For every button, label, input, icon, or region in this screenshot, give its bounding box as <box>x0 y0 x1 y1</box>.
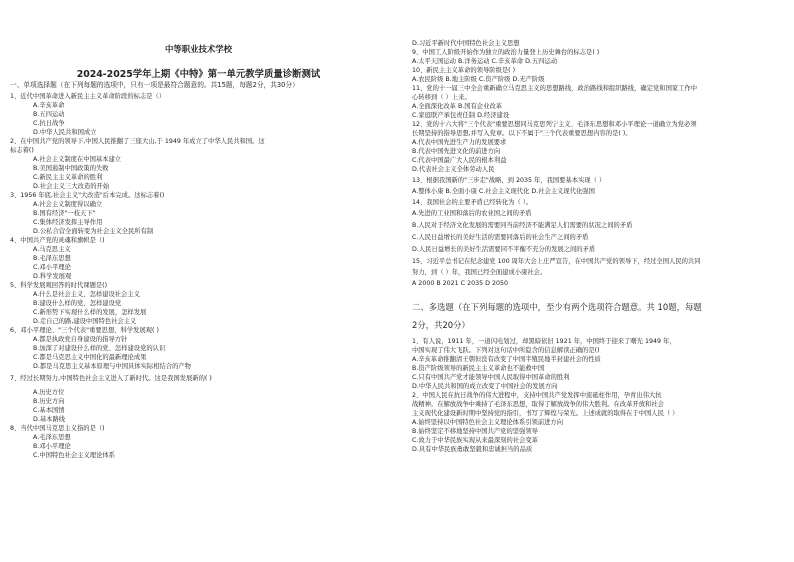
text-line: 2分，共20分） <box>412 320 470 330</box>
text-line: 13、根据我国新的"三步走"战略，到 2035 年，我国要基本实现（ ） <box>412 177 606 184</box>
text-line: 14、我国社会的主要矛盾已经转化为（ ）。 <box>412 199 533 206</box>
text-line: 主义现代化建设新时期中坚持党的指引，书写了辉煌与荣光。上述成就的取得在于中国人民（ ） <box>412 410 679 417</box>
text-line: C.家庭联产承包责任制 D.经济建设 <box>412 112 510 119</box>
text-line: C.集体经济发挥主导作用 <box>33 219 103 226</box>
text-line: 8、当代中国马克思主义指的是（) <box>10 425 105 432</box>
text-line: 11、党的十一届三中全会重新确立马克思主义的思想路线，政治路线和组织路线，确定党和国家工作中 <box>412 85 698 92</box>
text-line: B.毛泽东思想 <box>33 255 71 262</box>
text-line: 5、科学发展观回答的时代课题是() <box>10 282 108 289</box>
text-line: C.只有中国共产党才能领导中国人民取得中国革命的胜利 <box>412 374 570 381</box>
text-line: 15、习近平总书记在纪念建党 100 周年大会上庄严宣告，在中国共产党的领导下，经过全国人民的共同 <box>412 258 701 265</box>
text-line: B.建设什么样的党、怎样建设党 <box>33 300 122 307</box>
text-line: 努力，到（ ）年，我国已经全面建成小康社会。 <box>412 269 547 276</box>
text-line: 长期坚持的指导思想,并写入党章。以下不属于"三个代表重要思想内容的是( )。 <box>412 130 632 137</box>
text-line: C.人民日益增长的美好生活的需要同落后的社会生产之间的矛盾 <box>412 234 589 241</box>
text-line: B.邓小平理论 <box>33 443 71 450</box>
text-line: D.中华人民共和国的成立改变了中国社会的发展方向 <box>412 383 558 390</box>
text-line: A.始终坚持以中国特色社会主义理论体系引领前进方向 <box>412 419 564 426</box>
text-line: C.邓小平理论 <box>33 264 71 271</box>
text-line: C.基本国情 <box>33 407 65 414</box>
text-line: B.资产阶级领导的新民主主义革命也不能救中国 <box>412 365 545 372</box>
text-line: B.国有经济"一枝天下" <box>33 210 96 217</box>
text-line: C.中国特色社会主义理论体系 <box>33 452 115 459</box>
text-line: 二、多选题（在下列每题的选项中，至少有两个选项符合题意。共 10题，每题 <box>412 302 702 312</box>
text-line: B.美国遏制中国政策的失败 <box>33 165 109 172</box>
text-line: 战精神。在解放战争中乘持了毛泽东思想，取得了解放战争的伟大胜利。在改革开放和社会 <box>412 401 664 408</box>
text-line: A.社会主义制度得以确立 <box>33 201 103 208</box>
text-line: B.加深了对建设什么样的党、怎样建设党的认识 <box>33 345 166 352</box>
text-line: 1、近代中国革命进入新民主主义革命阶段的标志是（） <box>10 93 166 100</box>
exam-title: 2024-2025学年上期《中特》第一单元教学质量诊断测试 <box>76 69 321 80</box>
text-line: 7、经过长期努力,中国特色社会主义进入了新时代。这是我国发展新的( ) <box>10 375 212 382</box>
text-line: B.历史方向 <box>33 398 65 405</box>
text-line: A.辛亥革命 <box>33 102 65 109</box>
text-line: A.什么是社会主义、怎样建设社会主义 <box>33 291 140 298</box>
text-line: 2、中国人民在抗日战争的伟大进程中，支持中国共产党发挥中流砥柱作用，孕育出伟大抗 <box>412 392 662 399</box>
text-line: 中国实现了伟大飞跃。下列对这句话中所隐含的信息解读正确的是() <box>412 347 600 354</box>
text-line: 一、单项选择题（在下列每题的选项中，只有一项是最符合题意的。共15题，每题2分，共30分） <box>10 81 299 89</box>
text-line: 标志着() <box>10 147 34 154</box>
text-line: C.新民主主义革命的胜利 <box>33 174 103 181</box>
text-line: 10、新民主主义革命的领导阶级是( ) <box>412 67 516 74</box>
text-line: A.整体小康 B.全面小康 C.社会主义现代化 D.社会主义现代化强国 <box>412 188 595 195</box>
text-line: A.马克思主义 <box>33 246 71 253</box>
text-line: B.五四运动 <box>33 111 65 118</box>
text-line: A.先进的工业国和落后的农业国之间的矛盾 <box>412 210 532 217</box>
text-line: B.人民对于经济文化发展的需要同当前经济不能满足人们需要的状况之间的矛盾 <box>412 222 633 229</box>
text-line: B.代表中国先进文化的前进方向 <box>412 148 501 155</box>
text-line: C.都是马克思主义中国化的最新理论成果 <box>33 354 147 361</box>
text-line: A.都是执政党自身建设的指导方针 <box>33 336 128 343</box>
text-line: C.抗日战争 <box>33 120 65 127</box>
text-line: 3、1956 年底,社会主义"大改造"后本完成。这标志着() <box>10 192 165 199</box>
text-line: A.毛泽东思想 <box>33 434 71 441</box>
text-line: D.科学发展观 <box>33 273 72 280</box>
text-line: 2、在中国共产党的领导下,中国人民推翻了三座大山,于 1949 年成立了中华人民共和国。这 <box>10 138 265 145</box>
text-line: D.基本路线 <box>33 416 66 423</box>
text-line: D.代表社会主义全体劳动人民 <box>412 166 495 173</box>
text-line: A 2000 B 2021 C 2035 D 2050 <box>412 280 508 287</box>
text-line: D.习近平新时代中国特色社会主义思想 <box>412 40 520 47</box>
text-line: D.人民日益增长的美好生活需要同不平衡不充分的发展之间的矛盾 <box>412 246 596 253</box>
text-line: D.都是马克思主义基本原理与中国具体实际相结合的产物 <box>33 363 191 370</box>
text-line: 4、中国共产党的灵魂和旗帜是（) <box>10 237 105 244</box>
text-line: 9、中国工人阶级开始作为独立的政治力量登上历史舞台的标志是( ) <box>412 49 600 56</box>
text-line: D.中华人民共和国成立 <box>33 129 97 136</box>
text-line: D.具有中华民族勇敢坚毅和忠诚担当的品质 <box>412 446 533 453</box>
text-line: A.农民阶级 B.地主阶级 C.资产阶级 D.无产阶级 <box>412 76 545 83</box>
text-line: 心转移到（ ）上来。 <box>412 94 471 101</box>
school-name: 中等职业技术学校 <box>165 44 232 54</box>
text-line: C.新形势下实现什么样的发展，怎样发展 <box>33 309 147 316</box>
text-line: 6、邓小平理论、"三个代表"重要思想、科学发展观( ) <box>10 327 159 334</box>
text-line: B.始终坚定不移地坚持中国共产党的坚强领导 <box>412 428 538 435</box>
text-line: A.太平天国运动 B.洋务运动 C.辛亥革命 D.五四运动 <box>412 58 558 65</box>
text-line: A.全面深化改革 B.国有企业改革 <box>412 103 503 110</box>
text-line: D.公私合营全面转变为社会主义全民所有制 <box>33 228 154 235</box>
text-line: 12、党的十六大将"三个代表"重要思想同马克思列宁主义、毛泽东思想和邓小平理论一道确立为党必须 <box>412 121 697 128</box>
text-line: D.走自己的路,建设中国特色社会主义 <box>33 318 137 325</box>
text-line: A.历史方位 <box>33 389 65 396</box>
text-line: A.辛亥革命推翻清王朝但没有改变了中国半殖民地半封建社会的性质 <box>412 356 601 363</box>
text-line: C.代表中国最广大人民的根本利益 <box>412 157 507 164</box>
text-line: C.致力于中华民族实现从来最深刻的社会变革 <box>412 437 539 444</box>
text-line: 1、有人说，1911 年，一道闪电划过，却黑暗依旧 1921 年，中国终于迎来了曙光 1949 年， <box>412 338 676 345</box>
text-line: A.社会主义制度在中国基本建立 <box>33 156 122 163</box>
text-line: D.社会主义三大改造的开始 <box>33 183 110 190</box>
text-line: A.代表中国先进生产力的发展要求 <box>412 139 507 146</box>
